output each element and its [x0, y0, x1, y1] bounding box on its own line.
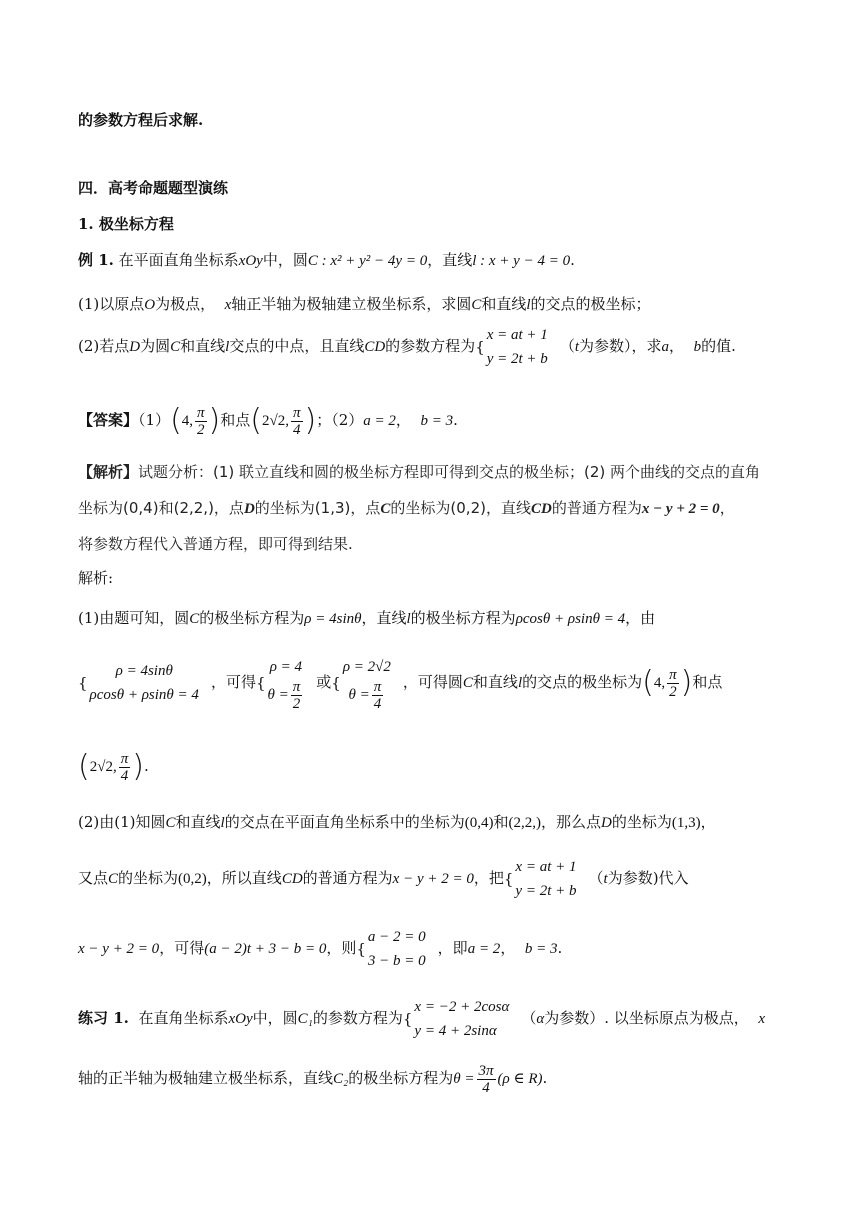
solution-label: 解析: [78, 569, 114, 587]
text: 在平面直角坐标系 [118, 251, 239, 269]
example-stem: 例 1. 在平面直角坐标系xOy中，圆C : x² + y² − 4y = 0，直线l : x + y − 4 = 0. [78, 251, 575, 269]
solution-system-1: ρ = 4 θ = $\frac{\pi}{2}$ [267, 658, 303, 712]
math: xOy [238, 253, 263, 269]
param-system: x = at + 1 y = 2t + b [486, 327, 548, 367]
answer: 【答案】（1）(4, $\frac{\pi}{2}$ )和点(2√2, $\frac{\pi}{4}$ )；（2）a = 2， b = 3. [78, 403, 458, 438]
solution-line2: { ρ = 4sinθ ρcosθ + ρsinθ = 4 ，可得{ ρ = 4 θ = $\frac{\pi}{2}$ 或{ ρ = 2√2 θ = $\frac{\pi}{4}$ ，可得圆C和直线l的交点的极坐标为(4, $\frac{\pi}{2}$ )和点 [78, 650, 722, 715]
section-title: 四．高考命题题型演练 [78, 179, 229, 197]
polar-system: ρ = 4sinθ ρcosθ + ρsinθ = 4 [89, 663, 199, 703]
example-label: 例 1. [78, 251, 114, 269]
solution-line1: (1)由题可知，圆C的极坐标方程为ρ = 4sinθ，直线l的极坐标方程为ρcosθ + ρsinθ = 4，由 [78, 609, 656, 627]
example-part1: (1)以原点O为极点， x轴正半轴为极轴建立极坐标系，求圆C和直线l的交点的极坐标； [78, 295, 651, 313]
exercise-label: 练习 1. [78, 1009, 129, 1027]
param-system-2: x = at + 1 y = 2t + b [515, 859, 577, 899]
analysis-line3: 将参数方程代入普通方程，即可得到结果. [78, 535, 353, 553]
exercise-line1: 练习 1. 在直角坐标系xOy中，圆C₁的参数方程为{ x = −2 + 2cosα y = 4 + 2sinα （α为参数）. 以坐标原点为极点， x [78, 992, 765, 1045]
text: ，直线 [427, 251, 473, 269]
solution-line3: (2√2, $\frac{\pi}{4}$ ). [78, 749, 149, 784]
analysis-line2: 坐标为(0,4)和(2,2,)，点D的坐标为(1,3)，点C的坐标为(0,2)，直线CD的普通方程为x − y + 2 = 0， [78, 499, 735, 517]
text: 中，圆 [262, 251, 308, 269]
line-equation: l : x + y − 4 = 0 [472, 253, 571, 269]
solution-line5: 又点C的坐标为(0,2)，所以直线CD的普通方程为x − y + 2 = 0，把{ x = at + 1 y = 2t + b （t为参数)代入 [78, 852, 689, 905]
example-part2: (2)若点D为圆C和直线l交点的中点，且直线CD的参数方程为{ x = at + 1 y = 2t + b （t为参数），求a， b的值. [78, 322, 736, 371]
solution-system-2: ρ = 2√2 θ = $\frac{\pi}{4}$ [342, 658, 391, 712]
exercise-param-system: x = −2 + 2cosα y = 4 + 2sinα [414, 999, 510, 1039]
answer-label: 【答案】 [78, 411, 139, 429]
intro-tail: 的参数方程后求解. [78, 111, 204, 129]
subsection-title: 1. 极坐标方程 [78, 215, 174, 233]
ab-system: a − 2 = 0 3 − b = 0 [367, 929, 426, 969]
analysis-line1: 【解析】试题分析：(1) 联立直线和圆的极坐标方程即可得到交点的极坐标；(2) 两个曲线的交点的直角 [78, 463, 761, 481]
circle-equation: C : x² + y² − 4y = 0 [307, 253, 428, 269]
solution-line4: (2)由(1)知圆C和直线l的交点在平面直角坐标系中的坐标为(0,4)和(2,2,)，那么点D的坐标为(1,3)， [78, 813, 716, 831]
exercise-line2: 轴的正半轴为极轴建立极坐标系，直线C₂的极坐标方程为θ = $\frac{3\pi}{4}$ (ρ ∈ R). [78, 1062, 548, 1096]
solution-line6: x − y + 2 = 0，可得(a − 2)t + 3 − b = 0，则{ a − 2 = 0 3 − b = 0 ，即a = 2， b = 3. [78, 922, 562, 975]
